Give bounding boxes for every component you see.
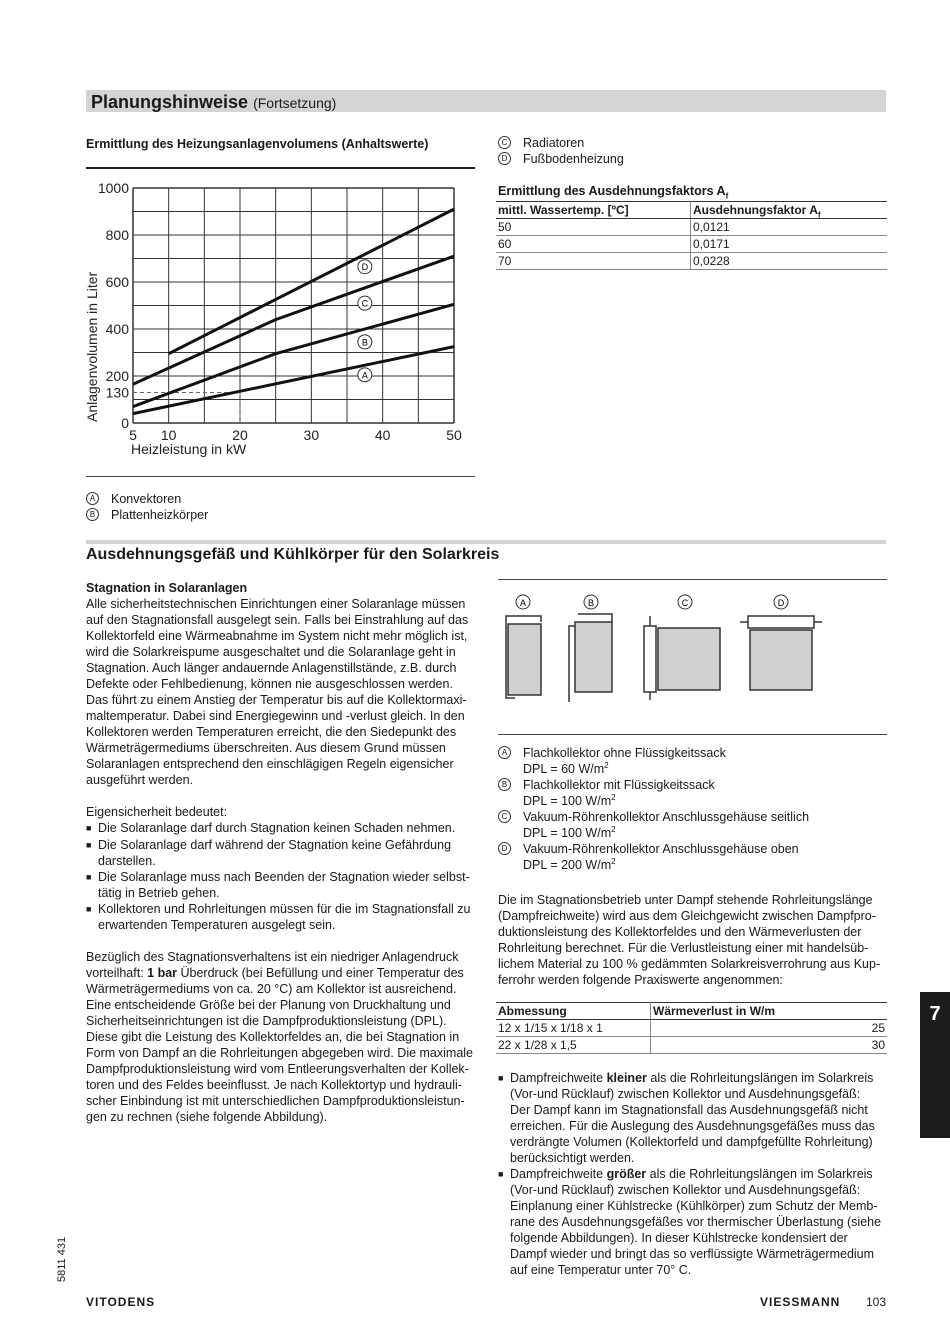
legend-item: C Radiatoren	[498, 135, 624, 151]
text-line: ausgeführt werden.	[86, 773, 194, 787]
text-line: rane des Ausdehnungsgefäßes vor thermischer Überlastung (siehe	[510, 1215, 882, 1229]
text-line: Form von Dampf an die Rohrleitungen abgegeben wird. Die maximale	[86, 1046, 474, 1060]
dampf-bullets	[498, 1070, 890, 1278]
y-tick-label: 600	[105, 274, 129, 290]
legend-item: A Flachkollektor ohne Flüssigkeitssack	[498, 745, 887, 761]
table-row: 22 x 1/28 x 1,5 30	[498, 1038, 885, 1052]
x-axis-label: Heizleistung in kW	[131, 441, 247, 457]
text-line: Diese gibt die Leistung des Kollektorfeldes an, die bei Stagnation in	[86, 1030, 460, 1044]
chart-heading: Ermittlung des Heizungsanlagenvolumens (Anhaltswerte)	[86, 137, 429, 151]
legend-item: D Vakuum-Röhrenkollektor Anschlussgehäuse oben	[498, 841, 887, 857]
text-line: Wärmeträgermediums von ca. 20 °C) am Kollektor ist ausreichend.	[86, 982, 457, 996]
chart-bottom-rule	[86, 476, 475, 477]
y-axis-label: Anlagenvolumen in Liter	[84, 271, 100, 422]
waermeverlust-table	[496, 1002, 887, 1054]
list-item: ■ Kollektoren und Rohrleitungen müssen für die im Stagnationsfall zu erwartenden Temperaturen ausgelegt sein.	[86, 901, 478, 933]
legend-item: C Vakuum-Röhrenkollektor Anschlussgehäuse seitlich	[498, 809, 887, 825]
chart-top-rule	[86, 167, 475, 169]
y-tick-label: 0	[121, 415, 129, 431]
collector-d	[740, 595, 822, 690]
eigen-intro: Eigensicherheit bedeutet:	[86, 805, 228, 819]
dpl-value: DPL = 60 $W/m^2$	[523, 760, 609, 776]
list-item: ■ Die Solaranlage muss nach Beenden der Stagnation wieder selbst- tätig in Betrieb gehen.	[86, 869, 478, 901]
legend-item: A Konvektoren	[86, 491, 208, 507]
stagnation-subheading: Stagnation in Solaranlagen	[86, 581, 248, 595]
section2-title: Ausdehnungsgefäß und Kühlkörper für den Solarkreis	[86, 546, 500, 563]
legend-ab	[86, 491, 208, 523]
text-line: berücksichtigt werden.	[510, 1151, 635, 1165]
text-line: auf den Stagnationsfall ausgelegt sein. Falls bei Einstrahlung auf das	[86, 613, 469, 627]
text-line: Das führt zu einem Anstieg der Temperatur bis auf die Kollektormaxi-	[86, 693, 467, 707]
text-line: toren und des Feldes beeinflusst. Je nach Kollektortyp und hydrauli-	[86, 1078, 462, 1092]
volume-chart	[80, 172, 475, 472]
collector-legend	[498, 745, 887, 873]
series-line-a	[133, 347, 454, 414]
collector-diagram	[498, 586, 887, 734]
dpl-value: DPL = 200 $W/m^2$	[523, 856, 616, 872]
text-line: Dampf wieder und bringt das so verflüssigte Wärmeträgermedium	[510, 1247, 875, 1261]
svg-text:B: B	[587, 598, 595, 608]
x-tick-label: 10	[160, 427, 177, 443]
text-line: duktionsleistung des Kollektorfeldes und den Wärmeverlusten der	[498, 925, 862, 939]
brand-viessmann-logo: VIESSMANN	[760, 1295, 841, 1309]
series-marker-label: B	[361, 337, 368, 348]
x-tick-label: 20	[232, 427, 248, 443]
page-subtitle: (Fortsetzung)	[253, 95, 337, 111]
series-line-c	[133, 256, 454, 384]
text-line: Solaranlagen entsprechend den einschlägigen Regeln eigensicher	[86, 757, 454, 771]
table-row: 60 0,0171	[496, 236, 887, 253]
list-item: ■ Dampfreichweite größer als die Rohrleitungslängen im Solarkreis (Vor-und Rücklauf) zwischen Kollektor und Ausdehnungsgefäß: Einplanung einer Kühlstrecke (Kühlkörper) zum Schutz der Memb- rane des Ausdehnungsgefäßes vor thermischer Überlastung (siehe folgende Abbildungen). In dieser Kühlstrecke kondensiert der Dampf wieder und bringt das so verflüssigte Wärmeträgermedium auf eine Temperatur unter 70° C.	[498, 1166, 890, 1278]
text-line: Kollektoren werden Temperaturen erreicht, die den Siedepunkt des	[86, 725, 457, 739]
dpl-value: DPL = 100 $W/m^2$	[523, 792, 616, 808]
text-line: Alle sicherheitstechnischen Einrichtungen einer Solaranlage müssen	[86, 597, 466, 611]
x-tick-label: 40	[374, 427, 391, 443]
legend-item: B Flachkollektor mit Flüssigkeitssack	[498, 777, 887, 793]
text-line: Kollektorfeld eine Wärmeabnahme im System nicht mehr möglich ist,	[86, 629, 468, 643]
text-line: Rohrleitung berechnet. Für die Verlustleistung einer mit handelsüb-	[498, 941, 869, 955]
list-item: ■ Die Solaranlage darf durch Stagnation keinen Schaden nehmen.	[86, 820, 478, 837]
svg-text:D: D	[777, 598, 785, 608]
x-tick-label: 5	[129, 427, 137, 443]
table-row: 70 0,0228	[496, 253, 887, 270]
diagram-bottom-rule	[498, 734, 887, 735]
text-line: Eine entscheidende Größe bei der Planung von Druckhaltung und	[86, 998, 451, 1012]
text-line: folgende Abbildungen). In dieser Kühlstrecke kondensiert der	[510, 1231, 848, 1245]
page-title: Planungshinweise (Fortsetzung)	[91, 92, 337, 112]
eigen-bullets	[86, 820, 478, 933]
text-line: gen zu rechnen (siehe folgende Abbildung).	[86, 1110, 328, 1124]
list-item: ■ Die Solaranlage darf während der Stagnation keine Gefährdung darstellen.	[86, 837, 478, 869]
section-header-bar	[86, 90, 886, 112]
text-line: Bezüglich des Stagnationsverhaltens ist ein niedriger Anlagendruck	[86, 950, 459, 964]
text-line: auf eine Temperatur unter 70° C.	[510, 1263, 692, 1277]
x-tick-label: 30	[303, 427, 320, 443]
text-line: maltemperatur. Dabei sind Energiegewinn und -verlust gleich. In den	[86, 709, 465, 723]
svg-text:C: C	[681, 598, 689, 608]
text-line: Stagnation. Auch länger andauernde Anlagenstillstände, z.B. durch	[86, 661, 457, 675]
text-line: lichem Material zu 100 % gedämmten Solarkreisverrohrung aus Kup-	[498, 957, 881, 971]
collector-b	[569, 595, 612, 702]
text-line: Wärmeträgermediums überschreiten. Aus diesem Grund müssen	[86, 741, 446, 755]
doc-number: 5811 431	[56, 1236, 68, 1282]
text-line: Der Dampf kann im Stagnationsfall das Ausdehnungsgefäß nicht	[510, 1103, 868, 1117]
dampf-paragraph	[498, 892, 890, 988]
text-line: scher Einbindung ist mit unterschiedlichen Dampfproduktionsleistun-	[86, 1094, 465, 1108]
table-row: 50 0,0121	[496, 219, 887, 236]
text-line: Sicherheitseinrichtungen ist die Dampfproduktionsleistung (DPL).	[86, 1014, 447, 1028]
text-line: verdrängte Volumen (Kollektorfeld und dampfgefüllte Rohrleitung)	[510, 1135, 873, 1149]
diagram-top-rule	[498, 579, 887, 580]
y-tick-label: 400	[105, 321, 129, 337]
af-table	[496, 201, 887, 270]
text-line: Defekte oder Fehlbedienung, können nie ausgeschlossen werden.	[86, 677, 453, 691]
text-line: Einplanung einer Kühlstrecke (Kühlkörper) zum Schutz der Memb-	[510, 1199, 878, 1213]
dpl-value: DPL = 100 $W/m^2$	[523, 824, 616, 840]
series-marker-label: A	[361, 370, 368, 381]
dpl-paragraph	[86, 981, 478, 1125]
chapter-tab: 7	[920, 992, 950, 1138]
wv-header-row: Abmessung Wärmeverlust in W/m	[496, 1003, 887, 1020]
x-tick-label: 50	[446, 427, 462, 443]
series-marker-label: C	[361, 298, 369, 309]
list-item: ■ Dampfreichweite kleiner als die Rohrleitungslängen im Solarkreis (Vor-und Rücklauf) zwischen Kollektor und Ausdehnungsgefäß: Der Dampf kann im Stagnationsfall das Ausdehnungsgefäß nicht erreichen. Für die Auslegung des Ausdehnungsgefäßes muss das verdrängte Volumen (Kollektorfeld und dampfgefüllte Rohrleitung) berücksichtigt werden.	[498, 1070, 890, 1166]
collector-a	[506, 595, 541, 698]
p3-line: vorteilhaft: 1 bar Überdruck (bei Befüllung und einer Temperatur des	[86, 966, 464, 980]
text-line: (Vor-und Rücklauf) zwischen Kollektor und Ausdehnungsgefäß:	[510, 1087, 861, 1101]
legend-cd	[498, 135, 624, 167]
text-line: (Vor-und Rücklauf) zwischen Kollektor und Ausdehnungsgefäß:	[510, 1183, 861, 1197]
y-tick-label: 800	[105, 227, 129, 243]
svg-text:A: A	[519, 598, 527, 608]
stagnation-paragraph	[86, 596, 478, 788]
y-tick-label: 1000	[97, 180, 129, 196]
series-marker-label: D	[361, 262, 369, 273]
y-tick-label: 130	[105, 384, 129, 401]
page-number: 103	[866, 1295, 887, 1309]
text-line: Die im Stagnationsbetrieb unter Dampf stehende Rohrleitungslänge	[498, 893, 873, 907]
stagnation-text	[86, 580, 478, 1125]
y-tick-label: 200	[105, 368, 129, 384]
text-line: (Dampfreichweite) wird aus dem Gleichgewicht zwischen Dampfpro-	[498, 909, 876, 923]
text-line: wird die Solarkreispume ausgeschaltet und die Solaranlage geht in	[86, 645, 456, 659]
brand-vitodens: VITODENS	[86, 1295, 156, 1309]
legend-item: B Plattenheizkörper	[86, 507, 208, 523]
collector-c	[644, 595, 720, 700]
table-row: 12 x 1/15 x 1/18 x 1 25	[498, 1021, 885, 1035]
text-line: erreichen. Für die Auslegung des Ausdehnungsgefäßes muss das	[510, 1119, 875, 1133]
text-line: Dampfproduktionsleistung wird vom Entleerungsverhalten der Kollek-	[86, 1062, 469, 1076]
af-heading: Ermittlung des Ausdehnungsfaktors $A_f$	[498, 184, 729, 201]
legend-item: D Fußbodenheizung	[498, 151, 624, 167]
af-header-row: mittl. Wassertemp. [ºC] Ausdehnungsfaktor $A_f$	[496, 202, 887, 219]
text-line: ferrohr werden folgende Praxiswerte angenommen:	[498, 973, 783, 987]
section2-bar	[86, 540, 886, 544]
